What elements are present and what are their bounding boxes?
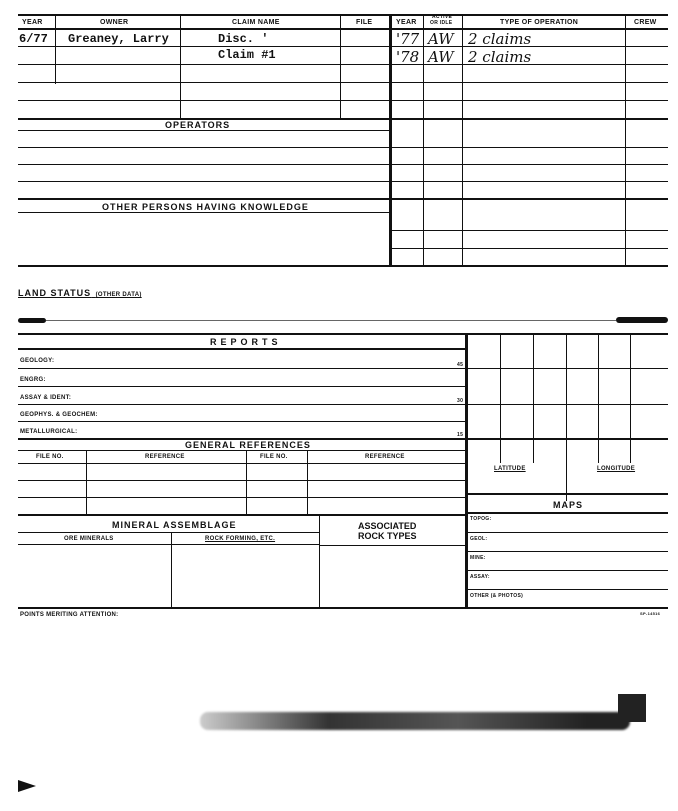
other-persons-heading: OTHER PERSONS HAVING KNOWLEDGE xyxy=(102,202,309,212)
operators-heading: OPERATORS xyxy=(165,120,231,130)
reports-heading: REPORTS xyxy=(210,337,282,347)
header-active: ACTIVE xyxy=(432,14,453,20)
longitude-label: LONGITUDE xyxy=(597,466,636,472)
entry-year: 6/77 xyxy=(19,32,48,46)
points-meriting-attention: POINTS MERITING ATTENTION: xyxy=(20,612,119,618)
report-assay: ASSAY & IDENT: xyxy=(20,395,72,401)
mineral-assemblage-heading: MINERAL ASSEMBLAGE xyxy=(112,520,237,530)
rock-forming-label: ROCK FORMING, ETC. xyxy=(205,536,276,542)
col-reference-2: REFERENCE xyxy=(365,454,405,460)
map-geol: GEOL: xyxy=(470,536,488,542)
land-status-sub: (OTHER DATA) xyxy=(95,292,142,298)
rock-types-label: ROCK TYPES xyxy=(358,531,417,541)
report-geophys: GEOPHYS. & GEOCHEM: xyxy=(20,412,98,418)
map-assay: ASSAY: xyxy=(470,574,490,580)
op-status-1: AW xyxy=(428,30,454,48)
latitude-label: LATITUDE xyxy=(494,466,526,472)
mark-45: 45 xyxy=(457,362,464,368)
report-engrg: ENGRG: xyxy=(20,377,46,383)
op-year-1: '77 xyxy=(396,30,420,48)
form-number: SP-14516 xyxy=(640,611,661,616)
op-type-1: 2 claims xyxy=(468,30,532,48)
scan-mark xyxy=(618,694,646,722)
mark-30: 30 xyxy=(457,398,464,404)
header-year: YEAR xyxy=(22,19,43,26)
col-file-no-2: FILE NO. xyxy=(260,454,288,460)
associated-label: ASSOCIATED xyxy=(358,521,417,531)
col-reference-1: REFERENCE xyxy=(145,454,185,460)
header-crew: CREW xyxy=(634,19,657,26)
entry-claim-2: Claim #1 xyxy=(218,48,276,62)
header-idle: OR IDLE xyxy=(430,20,453,26)
ore-minerals-label: ORE MINERALS xyxy=(64,536,114,542)
header-year-2: YEAR xyxy=(396,19,417,26)
header-claim-name: CLAIM NAME xyxy=(232,19,280,26)
op-year-2: '78 xyxy=(396,48,420,66)
general-references-heading: GENERAL REFERENCES xyxy=(185,440,311,450)
op-type-2: 2 claims xyxy=(468,48,532,66)
land-status-label: LAND STATUS xyxy=(18,288,92,298)
map-topog: TOPOG: xyxy=(470,516,492,522)
header-file: FILE xyxy=(356,19,373,26)
col-file-no-1: FILE NO. xyxy=(36,454,64,460)
entry-claim-1: Disc. ' xyxy=(218,32,269,46)
mark-15: 15 xyxy=(457,432,464,438)
report-metallurgical: METALLURGICAL: xyxy=(20,429,78,435)
report-geology: GEOLOGY: xyxy=(20,358,55,364)
land-status xyxy=(18,283,142,301)
scan-arrow xyxy=(18,780,36,792)
op-status-2: AW xyxy=(428,48,454,66)
scan-smudge xyxy=(200,712,630,730)
header-owner: OWNER xyxy=(100,19,129,26)
entry-owner: Greaney, Larry xyxy=(68,32,169,46)
header-type-of-operation: TYPE OF OPERATION xyxy=(500,19,579,26)
map-other: OTHER (& PHOTOS) xyxy=(470,593,524,599)
map-mine: MINE: xyxy=(470,555,486,561)
maps-heading: MAPS xyxy=(553,500,584,510)
